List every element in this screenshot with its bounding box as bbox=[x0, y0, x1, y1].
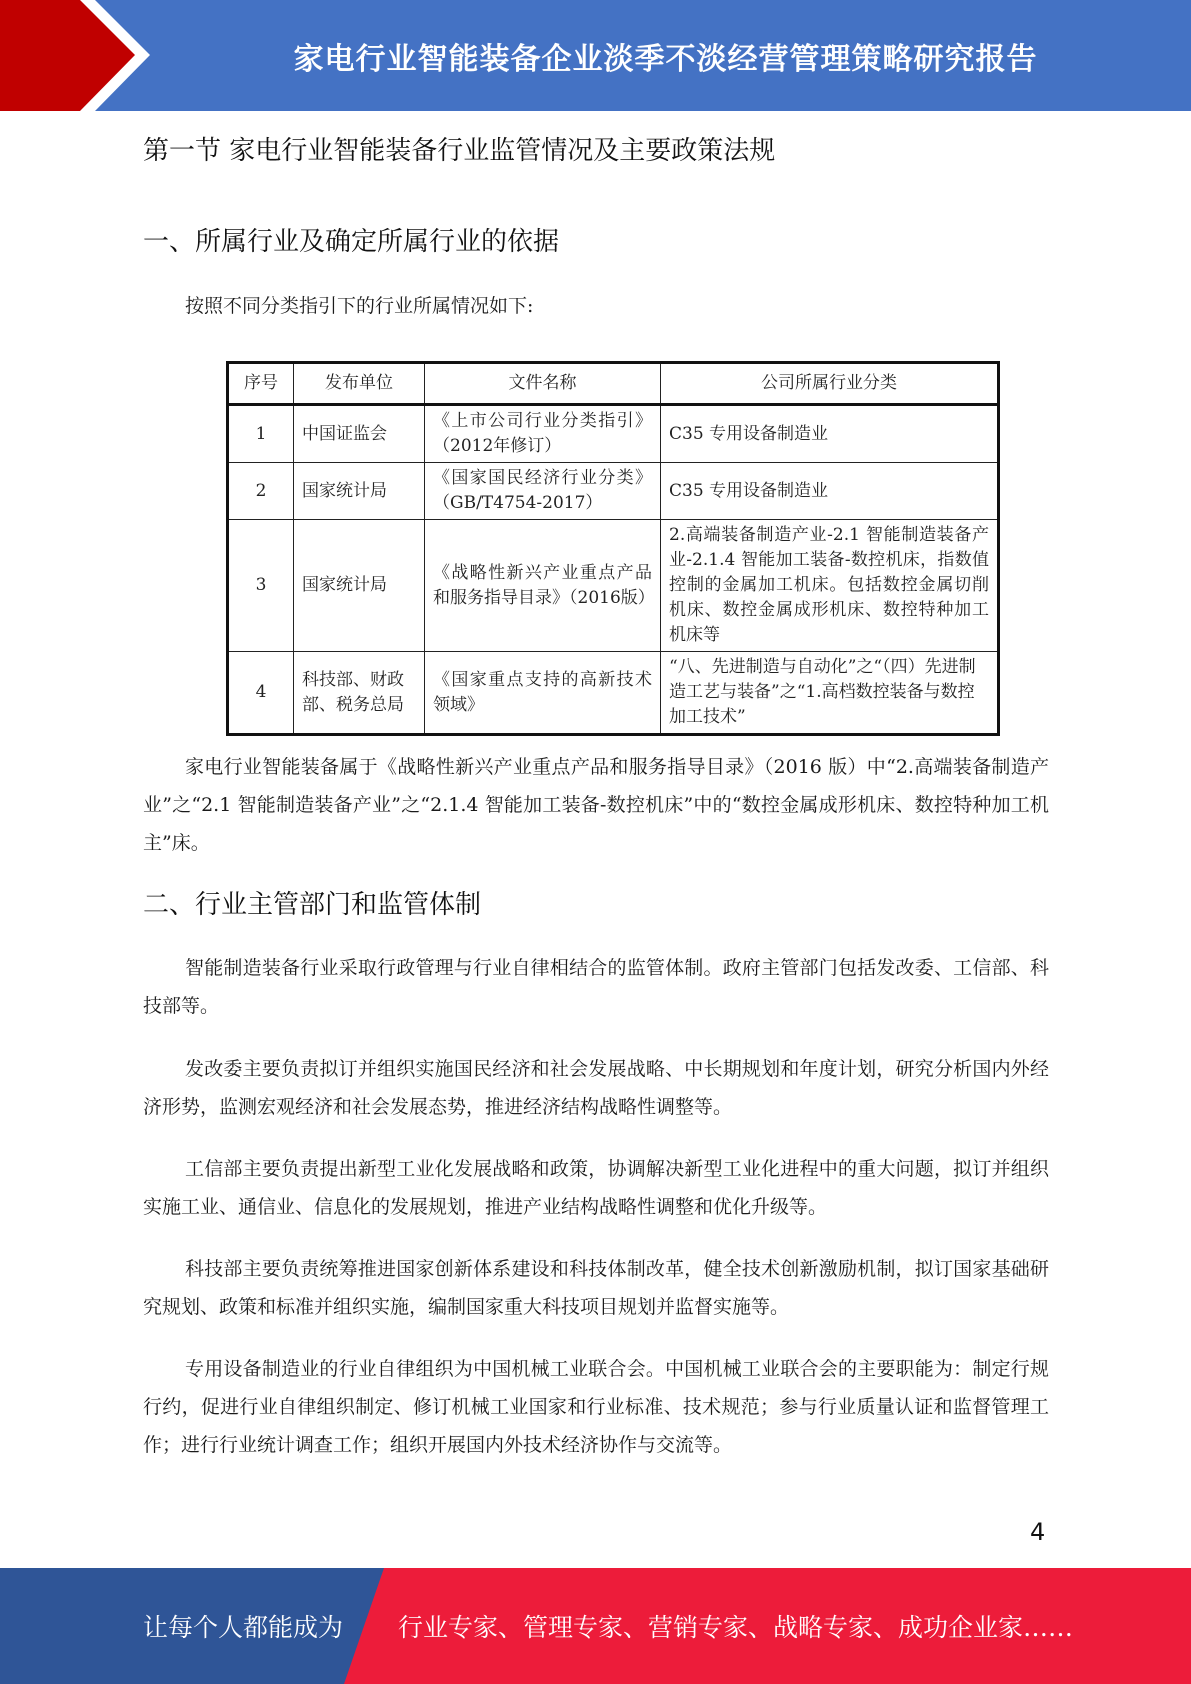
table-header-cell: 公司所属行业分类 bbox=[661, 363, 999, 405]
report-title: 家电行业智能装备企业淡季不淡经营管理策略研究报告 bbox=[293, 41, 1038, 77]
table-cell: “八、先进制造与自动化”之“（四）先进制造工艺与装备”之“1.高档数控装备与数控加工技术” bbox=[661, 652, 999, 735]
table-header-row bbox=[228, 363, 999, 405]
header-arrow-icon bbox=[0, 0, 160, 111]
table-cell: 《国家国民经济行业分类》（GB/T4754-2017） bbox=[425, 463, 661, 520]
table-row bbox=[228, 463, 999, 520]
table-cell: 2.高端装备制造产业-2.1 智能制造装备产业-2.1.4 智能加工装备-数控机床，指数值控制的金属加工机床。包括数控金属切削机床、数控金属成形机床、数控特种加工机床等 bbox=[661, 520, 999, 652]
page-header bbox=[0, 0, 1191, 111]
table-cell: 科技部、财政部、税务总局 bbox=[294, 652, 425, 735]
table-cell: 2 bbox=[228, 463, 294, 520]
miit-paragraph: 工信部主要负责提出新型工业化发展战略和政策，协调解决新型工业化进程中的重大问题，拟订并组织实施工业、通信业、信息化的发展规划，推进产业结构战略性调整和优化升级等。 bbox=[143, 1158, 1049, 1218]
table-cell: 国家统计局 bbox=[294, 463, 425, 520]
table-cell: 3 bbox=[228, 520, 294, 652]
table-header-cell: 序号 bbox=[228, 363, 294, 405]
subsection-1-title: 一、所属行业及确定所属行业的依据 bbox=[143, 227, 560, 257]
most-paragraph: 科技部主要负责统筹推进国家创新体系建设和科技体制改革，健全技术创新激励机制，拟订国家基础研究规划、政策和标准并组织实施，编制国家重大科技项目规划并监督实施等。 bbox=[143, 1258, 1049, 1318]
table-header-cell: 发布单位 bbox=[294, 363, 425, 405]
page-number: 4 bbox=[1030, 1518, 1046, 1546]
table-cell: 《上市公司行业分类指引》（2012年修订） bbox=[425, 405, 661, 463]
regulation-paragraph: 智能制造装备行业采取行政管理与行业自律相结合的监管体制。政府主管部门包括发改委、工信部、科技部等。 bbox=[143, 957, 1049, 1017]
association-paragraph: 专用设备制造业的行业自律组织为中国机械工业联合会。中国机械工业联合会的主要职能为：制定行规行约，促进行业自律组织制定、修订机械工业国家和行业标准、技术规范；参与行业质量认证和监督管理工作；进行行业统计调查工作；组织开展国内外技术经济协作与交流等。 bbox=[143, 1358, 1049, 1456]
table-cell: 《国家重点支持的高新技术领域》 bbox=[425, 652, 661, 735]
industry-classification-table bbox=[226, 361, 1000, 736]
table-cell: 1 bbox=[228, 405, 294, 463]
table-header-cell: 文件名称 bbox=[425, 363, 661, 405]
table-cell: 中国证监会 bbox=[294, 405, 425, 463]
table-cell: 4 bbox=[228, 652, 294, 735]
classification-paragraph: 家电行业智能装备属于《战略性新兴产业重点产品和服务指导目录》（2016 版）中“2.高端装备制造产业”之“2.1 智能制造装备产业”之“2.1.4 智能加工装备-数控机床”中的“数控金属成形机床、数控特种加工机主”床。 bbox=[143, 756, 1049, 854]
subsection-1-intro: 按照不同分类指引下的行业所属情况如下: bbox=[185, 295, 534, 317]
table-cell: 国家统计局 bbox=[294, 520, 425, 652]
table-row bbox=[228, 652, 999, 735]
footer-slogan-left: 让每个人都能成为 bbox=[143, 1613, 344, 1642]
footer-slogan-right: 行业专家、管理专家、营销专家、战略专家、成功企业家…… bbox=[398, 1613, 1074, 1642]
section-title: 第一节 家电行业智能装备行业监管情况及主要政策法规 bbox=[143, 136, 776, 166]
table-cell: C35 专用设备制造业 bbox=[661, 463, 999, 520]
ndrc-paragraph: 发改委主要负责拟订并组织实施国民经济和社会发展战略、中长期规划和年度计划，研究分析国内外经济形势，监测宏观经济和社会发展态势，推进经济结构战略性调整等。 bbox=[143, 1058, 1049, 1118]
subsection-2-title: 二、行业主管部门和监管体制 bbox=[143, 890, 482, 920]
page-footer bbox=[0, 1568, 1191, 1684]
table-row bbox=[228, 520, 999, 652]
table-row bbox=[228, 405, 999, 463]
table-cell: 《战略性新兴产业重点产品和服务指导目录》（2016版） bbox=[425, 520, 661, 652]
table-cell: C35 专用设备制造业 bbox=[661, 405, 999, 463]
